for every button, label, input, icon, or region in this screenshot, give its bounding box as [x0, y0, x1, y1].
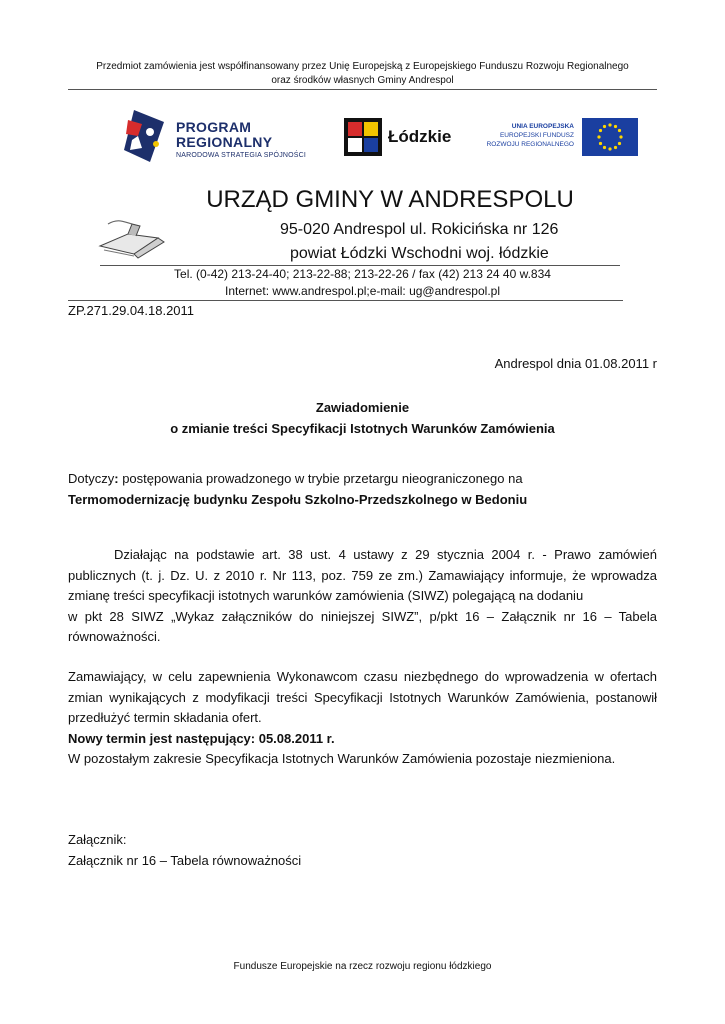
regarding-label: Dotyczy	[68, 471, 115, 486]
eu-flag-icon	[582, 118, 638, 156]
paragraph-2-line-1: Zamawiający, w celu zapewnienia Wykonawcom czasu niezbędnego do wprowadzenia w ofertach	[68, 669, 657, 684]
notice-title-line-1: Zawiadomienie	[315, 400, 410, 415]
regarding-subject: Termomodernizację budynku Zespołu Szkolno-Przedszkolnego w Bedoniu	[68, 491, 528, 507]
regarding-block	[68, 469, 657, 510]
funding-line-1: Przedmiot zamówienia jest współfinansowany przez Unię Europejską z Europejskiego Funduszu Rozwoju Regionalnego	[96, 61, 629, 72]
paragraph-1	[68, 545, 657, 648]
notice-title	[68, 398, 657, 439]
paragraph-1-line-4: w pkt 28 SIWZ „Wykaz załączników do niniejszej SIWZ”, p/pkt 16 – Załącznik nr 16 – Tabela	[68, 608, 657, 624]
paragraph-2-line-2: zmian wynikających z modyfikacji treści Specyfikacji Istotnych Warunków Zamówienia, postanowił	[68, 689, 657, 705]
office-address	[280, 219, 558, 241]
lodzkie-label: Łódzkie	[388, 127, 452, 146]
book-emblem-icon	[94, 216, 174, 264]
notice-title-line-2: o zmianie treści Specyfikacji Istotnych Warunków Zamówienia	[170, 420, 555, 436]
lodzkie-emblem-icon	[344, 118, 382, 156]
place-date: Andrespol dnia 01.08.2011 r	[494, 356, 657, 371]
regarding-line	[68, 469, 657, 490]
footer-text: Fundusze Europejskie na rzecz rozwoju regionu łódzkiego	[233, 961, 492, 972]
office-phones: Tel. (0-42) 213-24-40; 213-22-88; 213-22-26 / fax (42) 213 24 40 w.834	[174, 267, 551, 281]
paragraph-1-line-3: zmianę treści specyfikacji istotnych warunków zamówienia (SIWZ) polegającą na dodaniu	[68, 588, 584, 603]
header-divider	[68, 89, 657, 90]
document-reference: ZP.271.29.04.18.2011	[68, 303, 195, 318]
attachment-block	[68, 830, 657, 871]
paragraph-1-line-2: publicznych (t. j. Dz. U. z 2010 r. Nr 113, poz. 759 ze zm.) Zamawiający informuje, że wprowadza	[68, 567, 657, 583]
program-regionalny-title: PROGRAM REGIONALNY	[176, 119, 273, 150]
program-regionalny-logo	[120, 106, 320, 166]
program-regionalny-emblem-icon	[120, 106, 170, 166]
office-address-line-1: 95-020 Andrespol ul. Rokicińska nr 126	[280, 221, 559, 238]
office-internet: Internet: www.andrespol.pl;e-mail: ug@andrespol.pl	[225, 284, 500, 298]
eu-text: UNIA EUROPEJSKA EUROPEJSKI FUNDUSZ ROZWOJU REGIONALNEGO	[486, 123, 574, 148]
remaining-unchanged: W pozostałym zakresie Specyfikacja Istotnych Warunków Zamówienia pozostaje niezmieniona.	[68, 751, 616, 766]
paragraph-2-line-3: przedłużyć termin składania ofert.	[68, 710, 262, 725]
paragraph-2	[68, 667, 657, 770]
office-address-line-2: powiat Łódzki Wschodni woj. łódzkie	[290, 245, 549, 262]
new-deadline: Nowy termin jest następujący: 05.08.2011 r.	[68, 730, 335, 746]
paragraph-1-line-5: równoważności.	[68, 629, 161, 644]
eu-logo	[484, 118, 644, 158]
attachment-item: Załącznik nr 16 – Tabela równoważności	[68, 852, 302, 868]
regarding-colon: :	[114, 471, 119, 486]
funding-notice	[0, 60, 725, 88]
program-regionalny-subtitle: NARODOWA STRATEGIA SPÓJNOŚCI	[176, 152, 307, 159]
lodzkie-logo	[344, 118, 456, 158]
office-name: URZĄD GMINY W ANDRESPOLU	[206, 186, 574, 213]
attachment-label: Załącznik:	[68, 832, 127, 847]
funding-line-2: oraz środków własnych Gminy Andrespol	[271, 75, 454, 86]
paragraph-1-line-1: Działając na podstawie art. 38 ust. 4 ustawy z 29 stycznia 2004 r. - Prawo zamówień	[114, 547, 657, 562]
office-contact	[68, 266, 657, 300]
regarding-text: postępowania prowadzonego w trybie przetargu nieograniczonego na	[118, 471, 523, 486]
